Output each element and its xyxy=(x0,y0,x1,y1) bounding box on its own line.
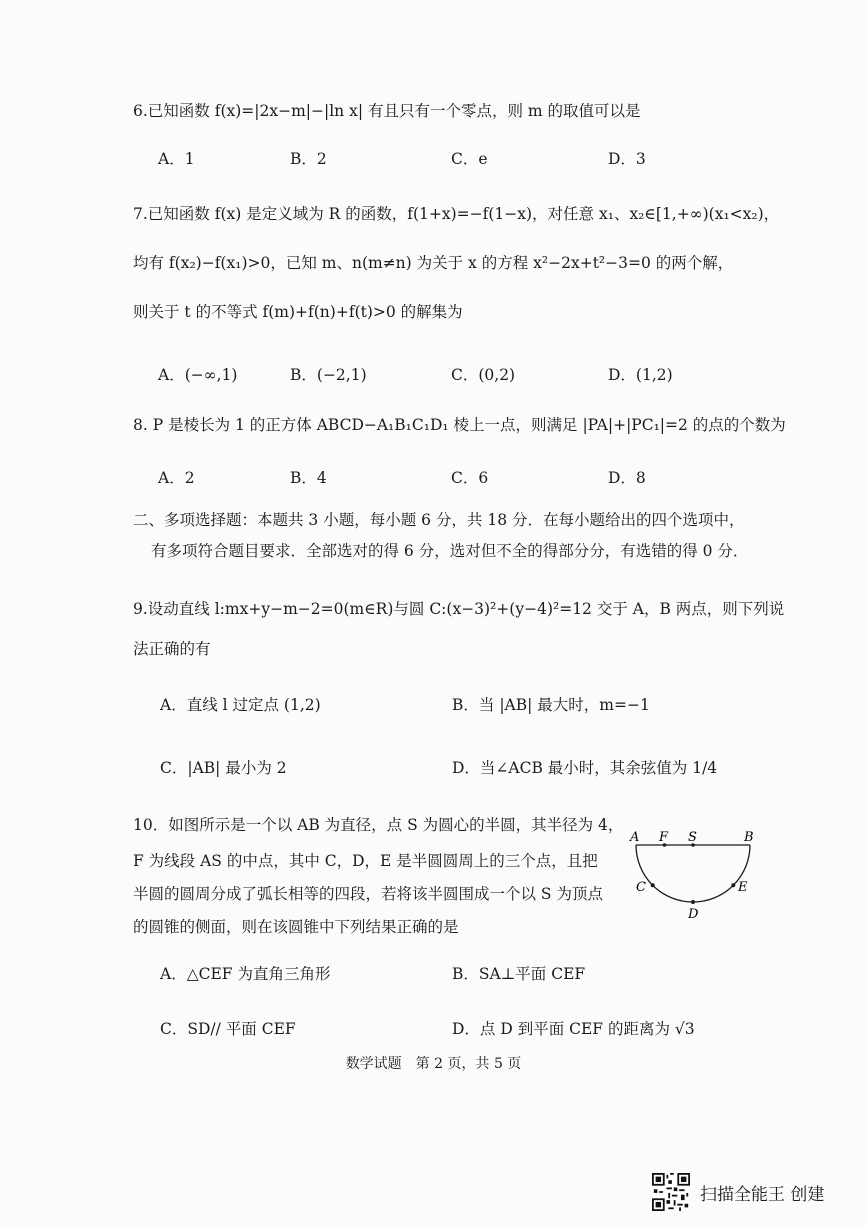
page-footer: 数学试题 第 2 页，共 5 页 xyxy=(345,1056,522,1072)
q7-option-a: A．(−∞,1) xyxy=(158,366,238,384)
point-c xyxy=(651,883,655,887)
label-e: E xyxy=(738,880,748,895)
q10-option-b: B．SA⊥平面 CEF xyxy=(452,965,586,983)
q7-line-1: 7.已知函数 f(x) 是定义域为 R 的函数，f(1+x)=−f(1−x)，对任意 x₁、x₂∈[1,+∞)(x₁<x₂)， xyxy=(133,205,780,223)
scanner-label: 扫描全能王 创建 xyxy=(700,1184,825,1205)
q6-option-b: B．2 xyxy=(290,150,327,168)
q9-option-c: C．|AB| 最小为 2 xyxy=(160,759,287,777)
q7-option-c: C．(0,2) xyxy=(451,366,516,384)
q7-option-b: B．(−2,1) xyxy=(290,366,367,384)
q8-stem: 8. P 是棱长为 1 的正方体 ABCD−A₁B₁C₁D₁ 棱上一点，则满足 |PA|+|PC₁|=2 的点的个数为 xyxy=(133,416,786,434)
q9-line-1: 9.设动直线 l:mx+y−m−2=0(m∈R)与圆 C:(x−3)²+(y−4)²=12 交于 A，B 两点，则下列说 xyxy=(133,600,785,618)
q7-line-3: 则关于 t 的不等式 f(m)+f(n)+f(t)>0 的解集为 xyxy=(133,303,463,321)
q10-line-3: 半圆的圆周分成了弧长相等的四段，若将该半圆围成一个以 S 为顶点 xyxy=(133,885,603,903)
label-c: C xyxy=(636,880,646,895)
q10-line-1: 10．如图所示是一个以 AB 为直径，点 S 为圆心的半圆，其半径为 4， xyxy=(133,816,624,834)
label-a: A xyxy=(630,830,640,845)
label-s: S xyxy=(688,830,697,845)
point-e xyxy=(731,883,735,887)
q10-line-2: F 为线段 AS 的中点，其中 C，D，E 是半圆圆周上的三个点，且把 xyxy=(133,852,598,870)
q9-line-2: 法正确的有 xyxy=(133,640,211,658)
label-d: D xyxy=(688,907,699,920)
q6-option-a: A．1 xyxy=(158,150,195,168)
q9-option-b: B．当 |AB| 最大时，m=−1 xyxy=(452,696,650,714)
q8-option-b: B．4 xyxy=(290,469,327,487)
qr-code-icon xyxy=(652,1173,690,1211)
q8-option-a: A．2 xyxy=(158,469,195,487)
q6-stem: 6.已知函数 f(x)=|2x−m|−|ln x| 有且只有一个零点，则 m 的取值可以是 xyxy=(133,102,641,120)
q8-option-d: D．8 xyxy=(608,469,646,487)
semicircle-figure xyxy=(626,828,760,920)
q10-option-c: C．SD// 平面 CEF xyxy=(160,1020,296,1038)
q10-option-a: A．△CEF 为直角三角形 xyxy=(160,965,331,983)
q6-option-c: C．e xyxy=(451,150,488,168)
q7-option-d: D．(1,2) xyxy=(608,366,673,384)
q10-line-4: 的圆锥的侧面，则在该圆锥中下列结果正确的是 xyxy=(133,918,459,936)
q6-option-d: D．3 xyxy=(608,150,646,168)
point-d xyxy=(691,900,695,904)
label-f: F xyxy=(659,830,669,845)
q8-option-c: C．6 xyxy=(451,469,489,487)
section2-line-2: 有多项符合题目要求．全部选对的得 6 分，选对但不全的得部分分，有选错的得 0 分． xyxy=(151,542,749,560)
section2-line-1: 二、多项选择题：本题共 3 小题，每小题 6 分，共 18 分．在每小题给出的四个选项中， xyxy=(133,511,745,529)
q10-option-d: D．点 D 到平面 CEF 的距离为 √3 xyxy=(452,1020,695,1038)
q7-line-2: 均有 f(x₂)−f(x₁)>0，已知 m、n(m≠n) 为关于 x 的方程 x²−2x+t²−3=0 的两个解， xyxy=(133,254,734,272)
scanner-watermark xyxy=(652,1173,824,1211)
semicircle-arc xyxy=(636,845,750,902)
label-b: B xyxy=(744,830,754,845)
q9-option-d: D．当∠ACB 最小时，其余弦值为 1/4 xyxy=(452,759,718,777)
q9-option-a: A．直线 l 过定点 (1,2) xyxy=(160,696,321,714)
